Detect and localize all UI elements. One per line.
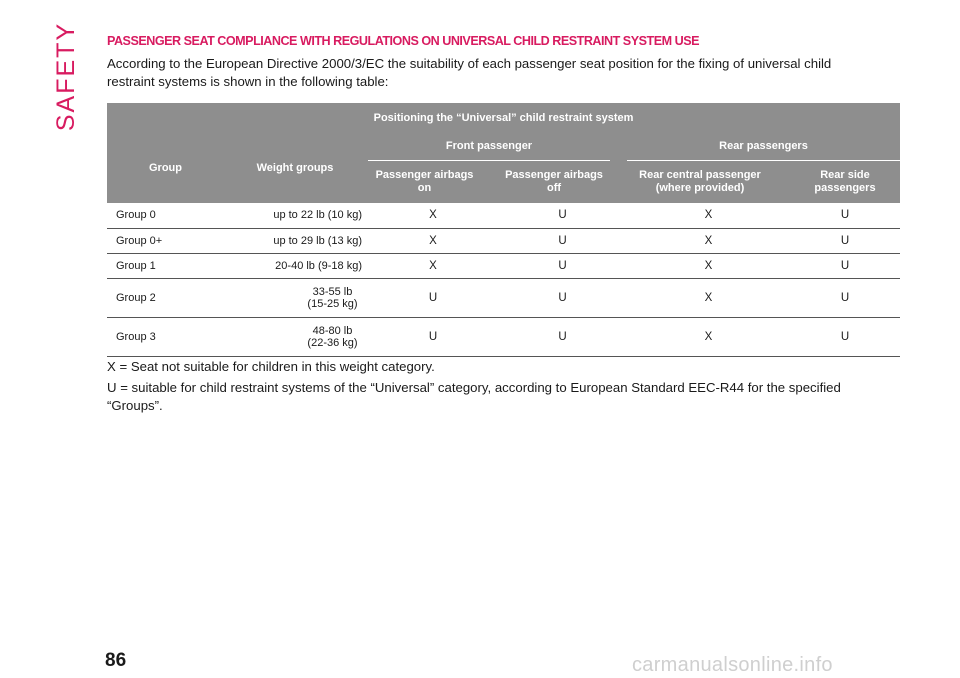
airbags-off-cell: U [498, 317, 627, 356]
airbags-off-header: Passenger airbags off [498, 160, 610, 203]
airbags-on-cell: U [368, 317, 498, 356]
rear-passengers-header: Rear passengers [627, 134, 900, 160]
table-title: Positioning the “Universal” child restraint system [107, 103, 900, 134]
group-cell: Group 0 [107, 203, 237, 228]
rear-central-header: Rear central passenger (where provided) [627, 160, 773, 203]
group-cell: Group 0+ [107, 228, 237, 253]
weight-cell [237, 317, 368, 356]
weight-line: (22-36 kg) [307, 336, 358, 349]
airbags-off-cell: U [498, 228, 627, 253]
airbags-off-cell: U [498, 203, 627, 228]
header-gap [353, 134, 368, 203]
intro-paragraph: According to the European Directive 2000/3/EC the suitability of each passenger seat position for the fixing of universal child restraint systems is shown in the following table: [107, 56, 832, 89]
side-label-text: SAFETY [52, 21, 81, 131]
weight-cell: up to 22 lb (10 kg) [237, 203, 368, 228]
airbags-on-cell: X [368, 203, 498, 228]
weight-line: 33-55 lb [312, 285, 353, 298]
rear-side-cell: U [790, 228, 900, 253]
section-side-label [52, 21, 82, 131]
watermark-text: carmanualsonline.info [632, 654, 833, 676]
table-row [107, 228, 900, 253]
weight-cell: 20-40 lb (9-18 kg) [237, 253, 368, 278]
header-gap [610, 134, 627, 203]
group-cell: Group 3 [107, 317, 237, 356]
table-row [107, 203, 900, 228]
rear-side-cell: U [790, 317, 900, 356]
page-content [107, 34, 900, 415]
weight-line: (15-25 kg) [307, 297, 358, 310]
rear-central-cell: X [627, 228, 790, 253]
header-gap [773, 160, 790, 203]
weight-cell: up to 29 lb (13 kg) [237, 228, 368, 253]
airbags-on-cell: X [368, 228, 498, 253]
airbags-off-cell: U [498, 278, 627, 317]
table-row [107, 278, 900, 317]
page-number: 86 [105, 650, 127, 671]
x-legend-note: X = Seat not suitable for children in this weight category. [107, 358, 435, 374]
group-column-header: Group [107, 134, 224, 203]
airbags-off-cell: U [498, 253, 627, 278]
airbags-on-cell: U [368, 278, 498, 317]
airbags-on-header: Passenger airbags on [368, 160, 481, 203]
rear-side-header: Rear side passengers [790, 160, 900, 203]
table-row [107, 317, 900, 356]
airbags-on-cell: X [368, 253, 498, 278]
section-title: PASSENGER SEAT COMPLIANCE WITH REGULATIONS ON UNIVERSAL CHILD RESTRAINT SYSTEM USE [107, 34, 699, 48]
rear-side-cell: U [790, 278, 900, 317]
child-restraint-table [107, 103, 900, 357]
header-gap [481, 160, 498, 203]
weight-cell [237, 278, 368, 317]
rear-central-cell: X [627, 203, 790, 228]
group-cell: Group 2 [107, 278, 237, 317]
rear-side-cell: U [790, 203, 900, 228]
rear-central-cell: X [627, 278, 790, 317]
weight-column-header: Weight groups [237, 134, 353, 203]
rear-central-cell: X [627, 253, 790, 278]
u-legend-note: U = suitable for child restraint systems of the “Universal” category, according to European Standard EEC-R44 for the specified “Groups”. [107, 379, 841, 413]
table-row [107, 253, 900, 278]
rear-central-cell: X [627, 317, 790, 356]
rear-side-cell: U [790, 253, 900, 278]
header-gap [224, 134, 237, 203]
weight-line: 48-80 lb [312, 324, 353, 337]
group-cell: Group 1 [107, 253, 237, 278]
front-passenger-header: Front passenger [368, 134, 610, 160]
